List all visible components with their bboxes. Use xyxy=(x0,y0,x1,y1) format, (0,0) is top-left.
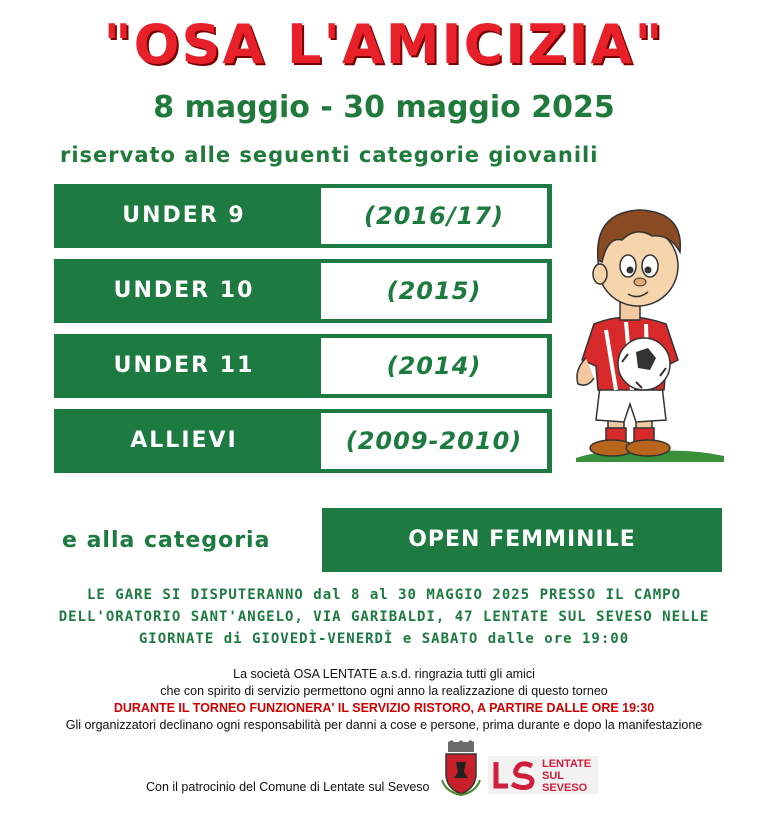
info-line: DELL'ORATORIO SANT'ANGELO, VIA GARIBALDI, 47 LENTATE SUL SEVESO NELLE xyxy=(58,609,710,625)
lentate-logo xyxy=(488,756,598,794)
category-years: (2009-2010) xyxy=(321,413,547,469)
event-title: "OSA L'AMICIZIA" xyxy=(103,13,665,76)
category-name: UNDER 11 xyxy=(113,353,255,378)
patronage-text: Con il patrocinio del Comune di Lentate sul Seveso xyxy=(146,780,430,794)
category-row xyxy=(54,334,552,398)
logo-line: SEVESO xyxy=(542,782,588,794)
category-years: (2015) xyxy=(321,263,547,319)
categories-subtitle: riservato alle seguenti categorie giovanili xyxy=(60,143,599,167)
boy-with-ball-illustration xyxy=(566,190,730,470)
category-name: UNDER 10 xyxy=(113,278,255,303)
coat-of-arms-icon xyxy=(440,740,482,796)
category-years: (2016/17) xyxy=(321,188,547,244)
logo-line: SUL xyxy=(542,770,564,782)
also-category-label: e alla categoria xyxy=(62,528,271,553)
event-dates: 8 maggio - 30 maggio 2025 xyxy=(153,90,615,125)
category-name: UNDER 9 xyxy=(122,203,246,228)
refreshment-notice: DURANTE IL TORNEO FUNZIONERA' IL SERVIZIO RISTORO, A PARTIRE DALLE ORE 19:30 xyxy=(113,701,655,715)
category-name: ALLIEVI xyxy=(130,428,238,453)
disclaimer-line: Gli organizzatori declinano ogni responsabilità per danni a cose e persone, prima durante e dopo la manifestazione xyxy=(65,718,703,732)
category-row xyxy=(54,184,552,248)
event-info xyxy=(0,584,768,650)
thanks-line: La società OSA LENTATE a.s.d. ringrazia tutti gli amici xyxy=(233,667,535,681)
info-line: GIORNATE di GIOVEDÌ-VENERDÌ e SABATO dalle ore 19:00 xyxy=(138,631,630,647)
ls-logo-icon xyxy=(492,760,540,790)
info-line: LE GARE SI DISPUTERANNO dal 8 al 30 MAGGIO 2025 PRESSO IL CAMPO xyxy=(86,587,681,603)
organizer-notes xyxy=(0,666,768,734)
category-years: (2014) xyxy=(321,338,547,394)
category-row xyxy=(54,409,552,473)
open-category-box: OPEN FEMMINILE xyxy=(322,508,722,572)
thanks-line: che con spirito di servizio permettono ogni anno la realizzazione di questo torneo xyxy=(160,684,608,698)
logo-line: LENTATE xyxy=(542,758,592,770)
category-row xyxy=(54,259,552,323)
